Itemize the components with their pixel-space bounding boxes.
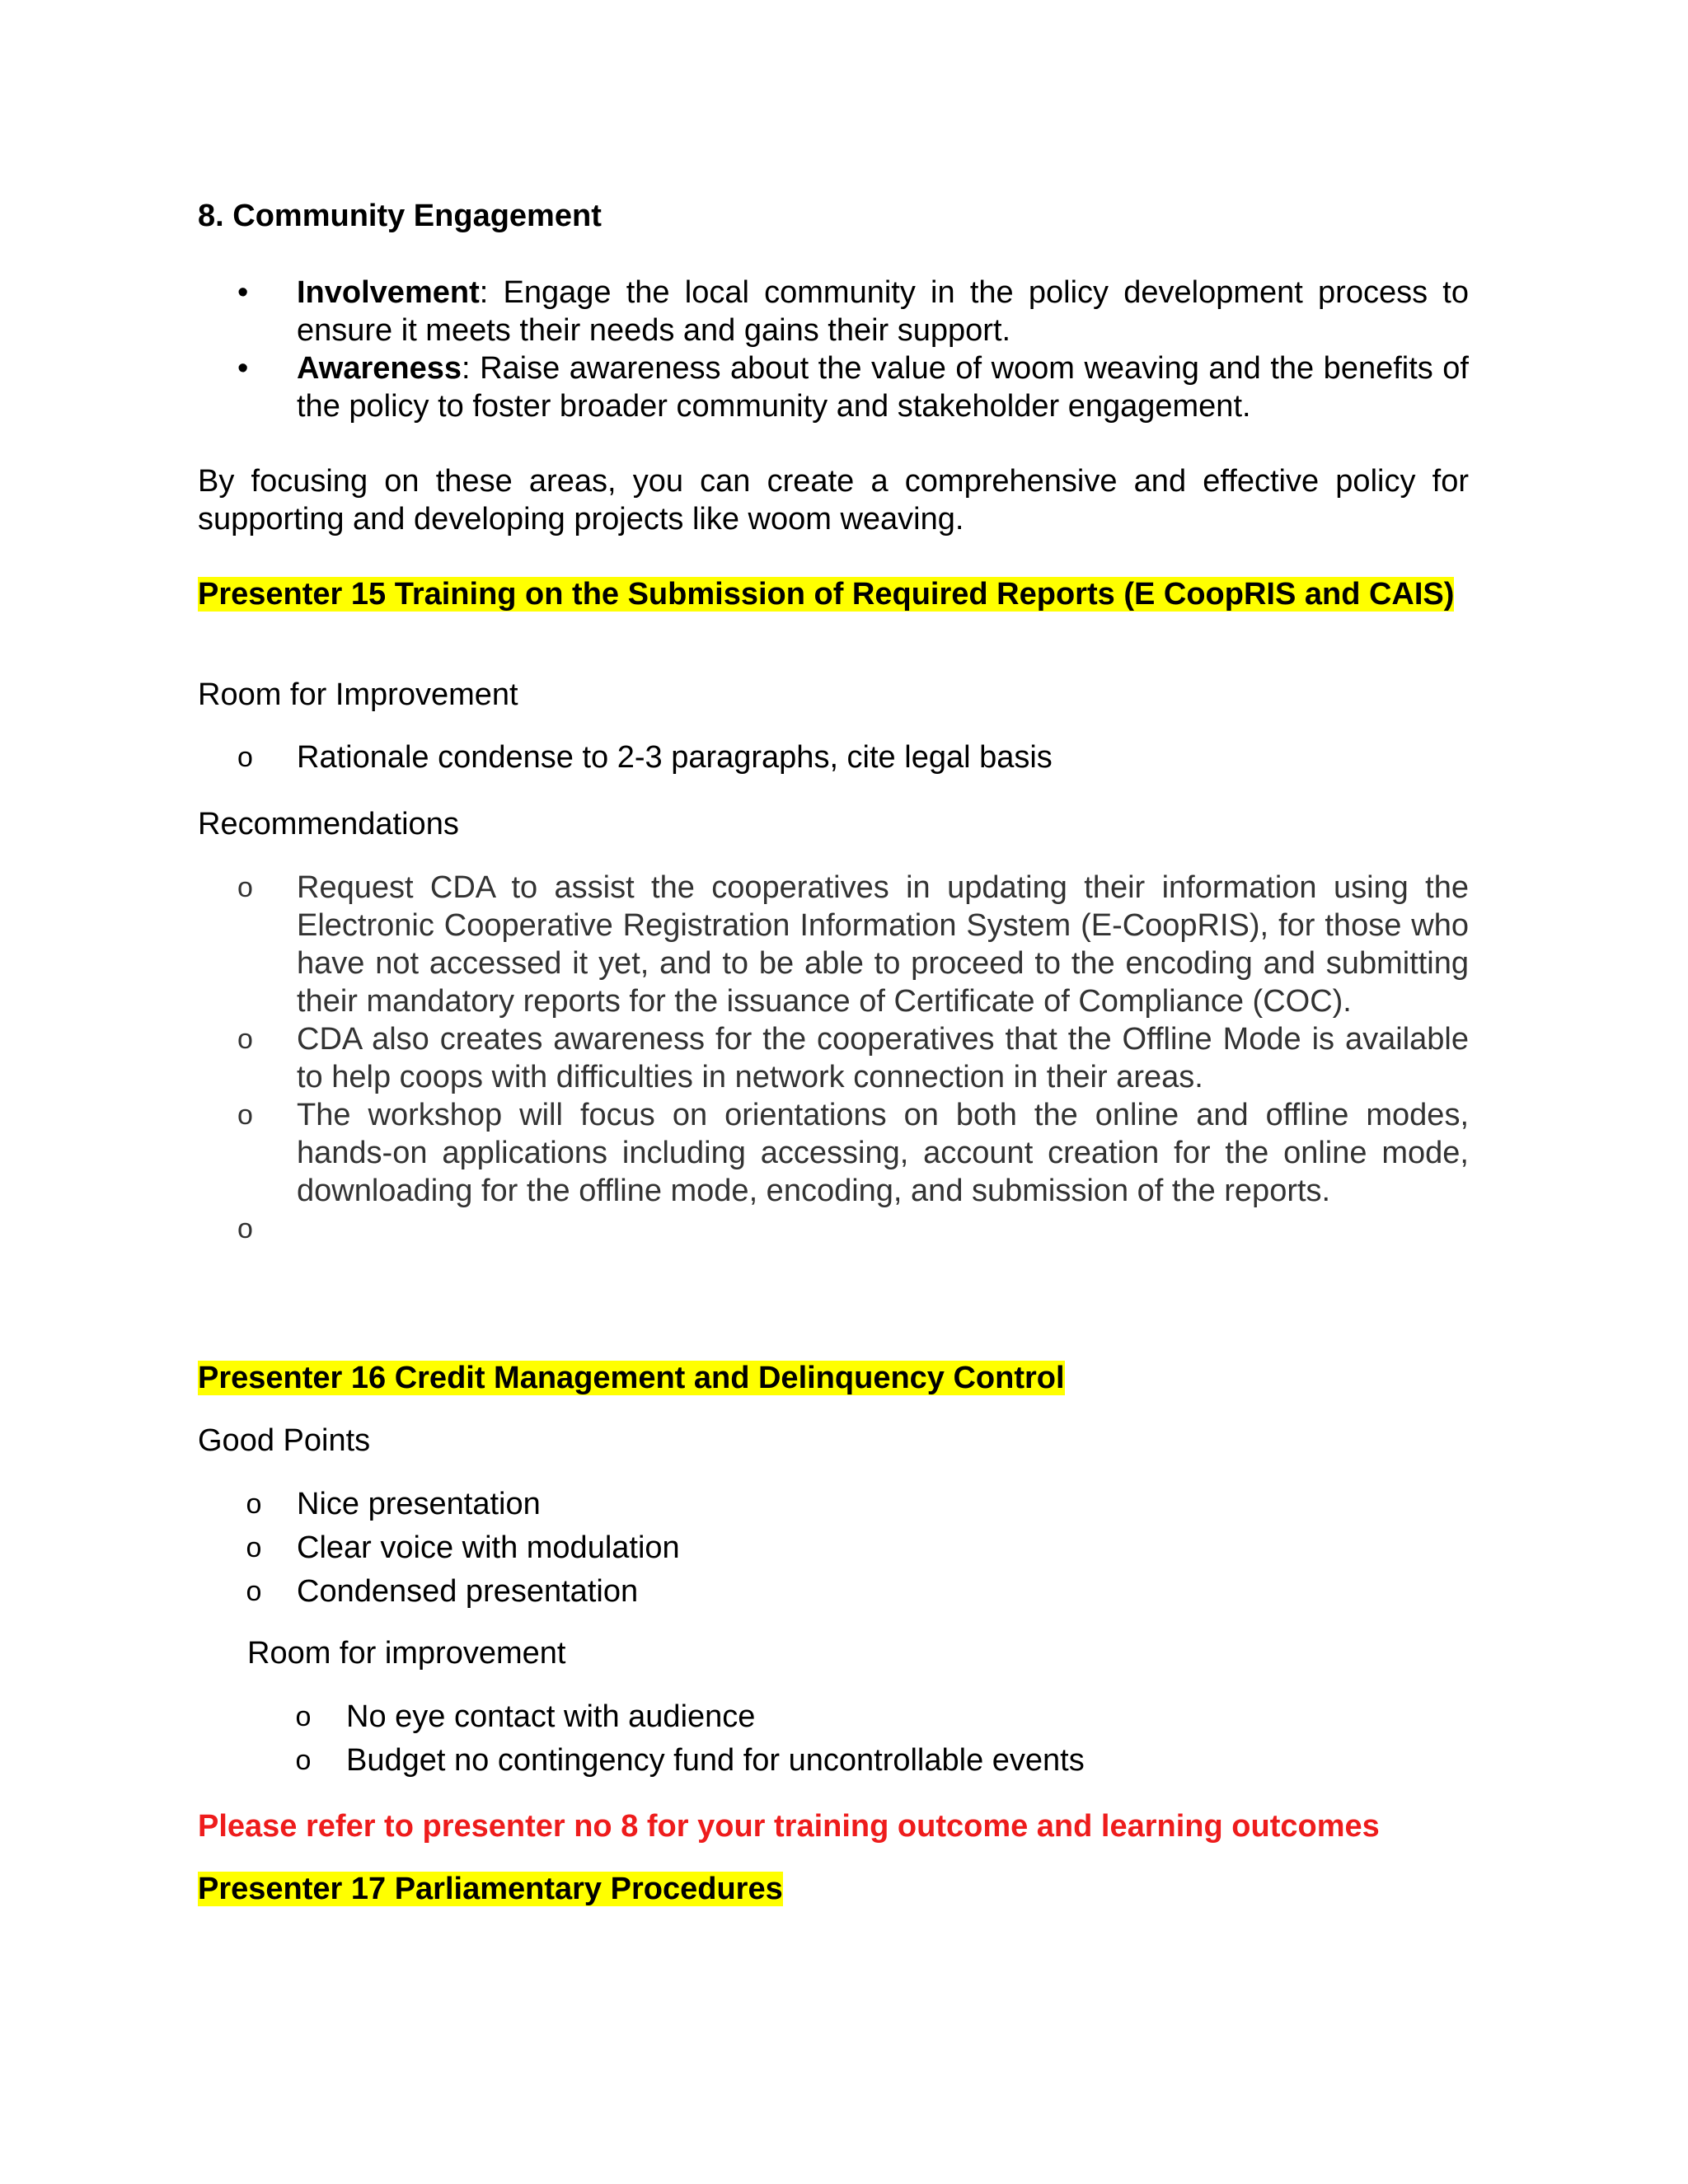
bullet-circle-icon: o (237, 1099, 253, 1131)
bullet-circle-icon: o (246, 1488, 262, 1520)
list-item (198, 349, 1469, 425)
list-item (198, 1020, 1469, 1096)
list-item (198, 1485, 1469, 1529)
presenter-heading-text: Presenter 17 Parliamentary Procedures (198, 1872, 783, 1906)
conclusion-paragraph: By focusing on these areas, you can create a comprehensive and effective policy for supporting and developing projects like woom weaving. (198, 464, 1469, 537)
bullet-dot-icon: • (237, 351, 249, 386)
list-item (198, 1096, 1469, 1210)
good-points-list (198, 1485, 1469, 1610)
subsection-label: Recommendations (198, 807, 459, 841)
bullet-circle-icon: o (246, 1576, 262, 1607)
recommendation-list (198, 869, 1469, 1248)
bullet-dot-icon: • (237, 275, 249, 310)
presenter-heading (198, 1870, 1469, 1908)
list-item-text: Request CDA to assist the cooperatives in updating their information using the Electronic Cooperative Registration Information System (E-CoopRIS), for those who have not accessed it yet, and to be able to proceed to the encoding and submitting their mandatory reports for the issuance of Certificate of Compliance (COC). (297, 870, 1469, 1019)
list-item-text: No eye contact with audience (346, 1699, 756, 1734)
bullet-circle-icon: o (237, 1024, 253, 1055)
list-item (198, 1572, 1469, 1610)
bullet-circle-icon: o (246, 1532, 262, 1563)
bullet-circle-icon: o (237, 872, 253, 903)
bullet-text: : Raise awareness about the value of woom weaving and the benefits of the policy to foster broader community and stakeholder engagement. (297, 351, 1469, 424)
room-list (247, 1698, 1518, 1779)
list-item (198, 274, 1469, 349)
presenter-heading (198, 1359, 1469, 1397)
list-item (247, 1741, 1518, 1779)
list-item-text: Nice presentation (297, 1487, 541, 1521)
list-item (198, 738, 1469, 776)
bullet-text: : Engage the local community in the policy development process to ensure it meets their needs and gains their support. (297, 275, 1469, 348)
bullet-term: Awareness (297, 351, 462, 386)
presenter-heading (198, 575, 1469, 613)
list-item-text: CDA also creates awareness for the cooperatives that the Offline Mode is available to help coops with difficulties in network connection in their areas. (297, 1022, 1469, 1094)
list-item (198, 1210, 1469, 1248)
list-item (198, 869, 1469, 1020)
list-item-text: Budget no contingency fund for uncontrollable events (346, 1743, 1085, 1778)
list-item-text: Rationale condense to 2-3 paragraphs, cite legal basis (297, 740, 1053, 775)
subsection-label: Good Points (198, 1423, 371, 1458)
room-list (198, 738, 1469, 776)
reference-note: Please refer to presenter no 8 for your training outcome and learning outcomes (198, 1809, 1380, 1844)
presenter-heading-text: Presenter 15 Training on the Submission of Required Reports (E CoopRIS and CAIS) (198, 577, 1455, 612)
subsection-label: Room for Improvement (198, 677, 518, 712)
bullet-list (198, 274, 1469, 425)
list-item-text: The workshop will focus on orientations on both the online and offline modes, hands-on applications including accessing, account creation for the online mode, downloading for the offline mode, encoding, and submission of the reports. (297, 1098, 1469, 1208)
list-item-text: Condensed presentation (297, 1574, 639, 1609)
section-heading: 8. Community Engagement (198, 199, 602, 233)
bullet-circle-icon: o (237, 742, 253, 773)
bullet-circle-icon: o (295, 1701, 312, 1732)
list-item (247, 1698, 1518, 1741)
bullet-term: Involvement (297, 275, 480, 310)
list-item-text: Clear voice with modulation (297, 1530, 680, 1565)
presenter-heading-text: Presenter 16 Credit Management and Delinquency Control (198, 1361, 1065, 1395)
list-item (198, 1529, 1469, 1572)
bullet-circle-icon: o (237, 1213, 253, 1244)
subsection-label: Room for improvement (247, 1636, 566, 1671)
bullet-circle-icon: o (295, 1745, 312, 1776)
